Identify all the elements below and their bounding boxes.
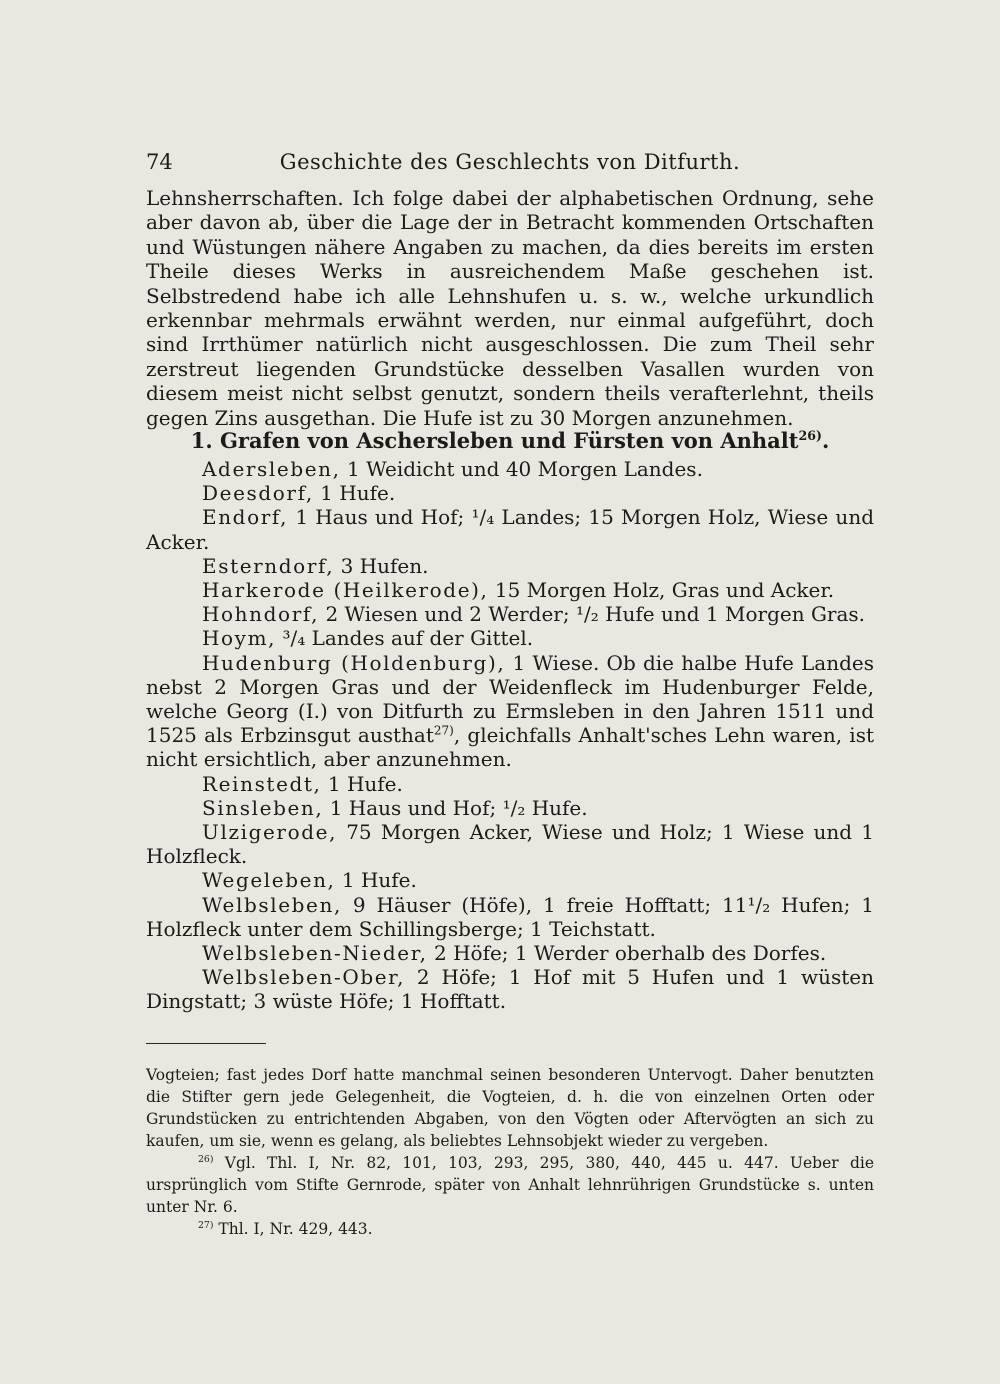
place-entry <box>146 651 874 772</box>
place-description: ³/₄ Landes auf der Gittel. <box>276 626 534 651</box>
place-description: 75 Morgen Acker, Wiese und Holz; 1 Wiese und 1 Holzfleck. <box>146 820 874 869</box>
footnote-marker-26: 26) <box>198 1153 214 1165</box>
place-entry <box>146 457 874 481</box>
place-name: Adersleben, <box>202 457 341 481</box>
place-description: 1 Hufe. <box>335 868 417 893</box>
place-entry <box>146 796 874 820</box>
place-entry <box>146 626 874 650</box>
place-name: Esterndorf, <box>202 553 335 578</box>
footnote-26-text: Vgl. Thl. I, Nr. 82, 101, 103, 293, 295, 380, 440, 445 u. 447. Ueber die ursprünglich vom Stifte Gernrode, später von Anhalt lehnrührigen Grundstücke s. unten unter Nr. 6. <box>146 1154 874 1216</box>
place-entry <box>146 554 874 578</box>
section-heading-end: . <box>821 428 830 453</box>
footnote-divider <box>146 1043 266 1044</box>
footnote-marker-27: 27) <box>198 1219 214 1231</box>
footnote-continuation: Vogteien; fast jedes Dorf hatte manchmal seinen besonderen Untervogt. Daher benutzten die Stifter gern jede Gelegenheit, die Vogteien, d. h. die von einzelnen Orten oder Grundstücken zu entrichtenden Abgaben, von den Vögten oder Aftervögten an sich zu kaufen, um sie, wenn es gelang, als beliebtes Lehnsobjekt wieder zu vergeben. <box>146 1066 874 1150</box>
running-title: Geschichte des Geschlechts von Ditfurth. <box>279 150 741 174</box>
place-name: Hudenburg (Holdenburg), <box>202 650 506 675</box>
place-description: 9 Häuser (Höfe), 1 freie Hofftatt; 11¹/₂ Hufen; 1 Holzfleck unter dem Schillingsberge; 1 Teichstatt. <box>146 892 874 941</box>
place-description: 1 Hufe. <box>321 771 403 796</box>
section-heading <box>146 426 874 456</box>
place-entry <box>146 941 874 965</box>
footnotes <box>146 1064 874 1240</box>
place-description: 1 Haus und Hof; ¹/₄ Landes; 15 Morgen Holz, Wiese und Acker. <box>146 505 874 554</box>
place-name: Hoym, <box>202 626 277 651</box>
place-name: Harkerode (Heilkerode), <box>202 578 489 603</box>
intro-paragraph: Lehnsherrschaften. Ich folge dabei der alphabetischen Ordnung, sehe aber davon ab, über die Lage der in Betracht kommenden Ortschaften und Wüstungen nähere Angaben zu machen, da dies bereits im ersten Theile dieses Werks in ausreichendem Maße geschehen ist. Selbstredend habe ich alle Lehnshufen u. s. w., welche urkundlich erkennbar mehrmals erwähnt werden, nur einmal aufgeführt, doch sind Irrthümer natürlich nicht ausgeschlossen. Die zum Theil sehr zerstreut liegenden Grundstücke desselben Vasallen wurden von diesem meist nicht selbst genutzt, sondern theils verafterlehnt, theils gegen Zins ausgethan. Die Hufe ist zu 30 Morgen anzunehmen. <box>146 186 874 430</box>
place-entry <box>146 772 874 796</box>
footnote-ref-26: 26) <box>798 428 822 443</box>
footnote-27-text: Thl. I, Nr. 429, 443. <box>213 1220 373 1238</box>
place-name: Wegeleben, <box>202 868 336 893</box>
place-description: 15 Morgen Holz, Gras und Acker. <box>488 578 835 603</box>
place-entry <box>146 868 874 892</box>
place-description: 1 Haus und Hof; ¹/₂ Hufe. <box>323 795 588 820</box>
place-description: 1 Wiese. Ob die halbe Hufe Landes nebst 2 Morgen Gras und der Weidenfleck im Hudenburger Felde, welche Georg (I.) von Ditfurth zu Ermsleben in den Jahren 1511 und 1525 als Erbzinsgut austhat <box>146 650 874 748</box>
place-entry <box>146 965 874 1013</box>
place-description: 1 Weidicht und 40 Morgen Landes. <box>340 457 703 481</box>
place-entry <box>146 893 874 941</box>
footnote-ref-27: 27) <box>433 723 454 738</box>
section-heading-text: 1. Grafen von Aschersleben und Fürsten von Anhalt <box>190 428 799 453</box>
place-name: Welbsleben-Ober, <box>202 965 406 990</box>
place-entry <box>146 578 874 602</box>
page-header <box>146 150 874 180</box>
place-name: Ulzigerode, <box>202 820 338 845</box>
place-name: Endorf, <box>202 505 289 530</box>
place-description: 3 Hufen. <box>334 553 429 578</box>
place-name: Sinsleben, <box>202 795 324 820</box>
place-entry <box>146 505 874 553</box>
place-name: Reinstedt, <box>202 771 322 796</box>
place-description: 2 Wiesen und 2 Werder; ¹/₂ Hufe und 1 Morgen Gras. <box>319 602 866 627</box>
page-number: 74 <box>146 150 173 174</box>
place-name: Deesdorf, <box>202 481 314 506</box>
footnote-27 <box>146 1218 874 1240</box>
place-name: Welbsleben, <box>202 892 342 917</box>
place-entry <box>146 602 874 626</box>
place-name: Hohndorf, <box>202 602 320 627</box>
place-entry <box>146 481 874 505</box>
place-description: 1 Hufe. <box>313 481 396 506</box>
place-name: Welbsleben-Nieder, <box>202 941 428 966</box>
footnote-26 <box>146 1152 874 1218</box>
intro-paragraph-block <box>146 186 874 430</box>
place-description: 2 Höfe; 1 Hof mit 5 Hufen und 1 wüsten Dingstatt; 3 wüste Höfe; 1 Hofftatt. <box>146 965 874 1014</box>
place-description-rest: , gleichfalls Anhalt'sches Lehn waren, ist nicht ersichtlich, aber anzunehmen. <box>146 723 874 772</box>
place-entry <box>146 820 874 868</box>
place-list <box>146 457 874 1014</box>
place-description: 2 Höfe; 1 Werder oberhalb des Dorfes. <box>427 941 827 966</box>
